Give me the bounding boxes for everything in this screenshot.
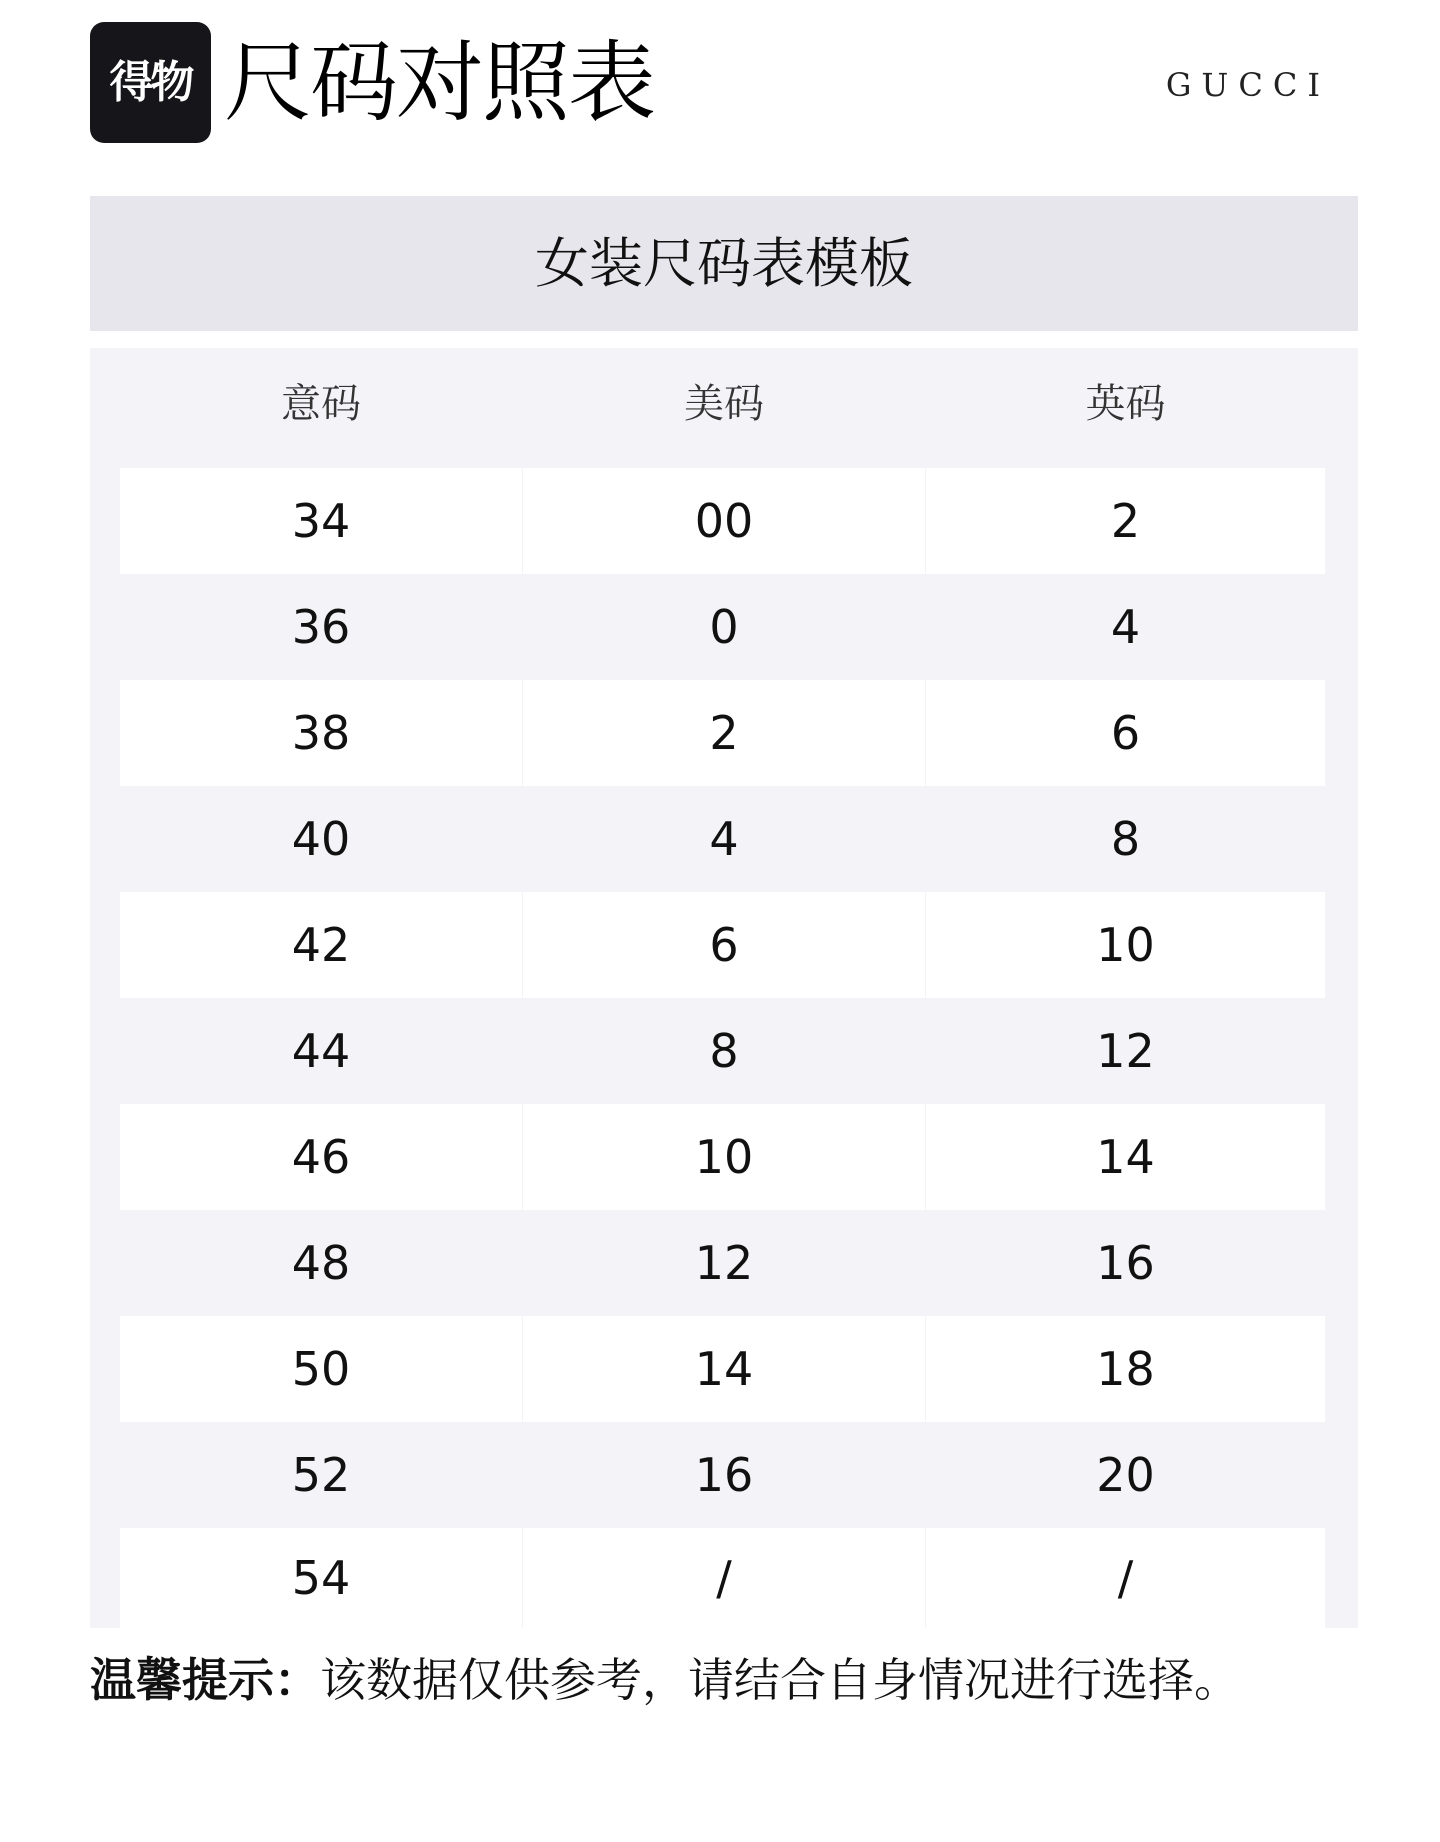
cell-uk: 20 [1096,1448,1155,1502]
cell-us: 00 [523,468,925,574]
cell-us: 4 [709,812,739,866]
cell-us: 8 [709,1024,739,1078]
cell-us: 6 [523,892,925,998]
cell-uk: 14 [926,1104,1325,1210]
page-title: 尺码对照表 [224,31,655,134]
cell-us: 2 [523,680,925,786]
cell-uk: 8 [1110,812,1141,866]
size-table [90,348,1358,1628]
cell-uk: 12 [1096,1024,1155,1078]
cell-italian: 34 [120,468,522,574]
cell-italian: 48 [291,1236,351,1290]
tip-text: 该数据仅供参考，请结合自身情况进行选择。 [320,1653,1240,1707]
cell-uk: 6 [926,680,1325,786]
cell-italian: 52 [291,1448,351,1502]
table-row [120,1422,1325,1528]
cell-us: 0 [709,600,739,654]
cell-italian: 42 [120,892,522,998]
cell-italian: 40 [291,812,351,866]
tip-note [90,1648,1240,1712]
cell-uk: 18 [926,1316,1325,1422]
table-row [120,1528,1325,1628]
cell-us: 10 [523,1104,925,1210]
column-header-us: 美码 [684,381,764,427]
cell-italian: 54 [120,1528,522,1628]
table-row [120,786,1325,892]
cell-us: 16 [694,1448,754,1502]
cell-uk: 4 [1110,600,1141,654]
cell-italian: 36 [291,600,351,654]
column-header-italian: 意码 [281,381,361,427]
cell-uk: 2 [926,468,1325,574]
table-row [120,574,1325,680]
cell-uk: / [926,1528,1325,1628]
cell-italian: 38 [120,680,522,786]
table-row [120,468,1325,574]
sheet-title: 女装尺码表模板 [90,196,1358,331]
table-row [120,1316,1325,1422]
column-header-uk: 英码 [1085,381,1166,427]
table-row [120,892,1325,998]
app-logo: 得物 [90,22,211,143]
cell-us: 14 [523,1316,925,1422]
cell-uk: 16 [1096,1236,1155,1290]
cell-us: 12 [694,1236,754,1290]
cell-italian: 50 [120,1316,522,1422]
table-row [120,1104,1325,1210]
cell-italian: 46 [120,1104,522,1210]
header [90,22,1350,142]
cell-us: / [523,1528,925,1628]
brand-logo: GUCCI [1165,66,1330,104]
cell-uk: 10 [926,892,1325,998]
table-row [120,680,1325,786]
table-row [120,1210,1325,1316]
cell-italian: 44 [291,1024,351,1078]
table-row [120,998,1325,1104]
tip-label: 温馨提示： [90,1653,320,1707]
